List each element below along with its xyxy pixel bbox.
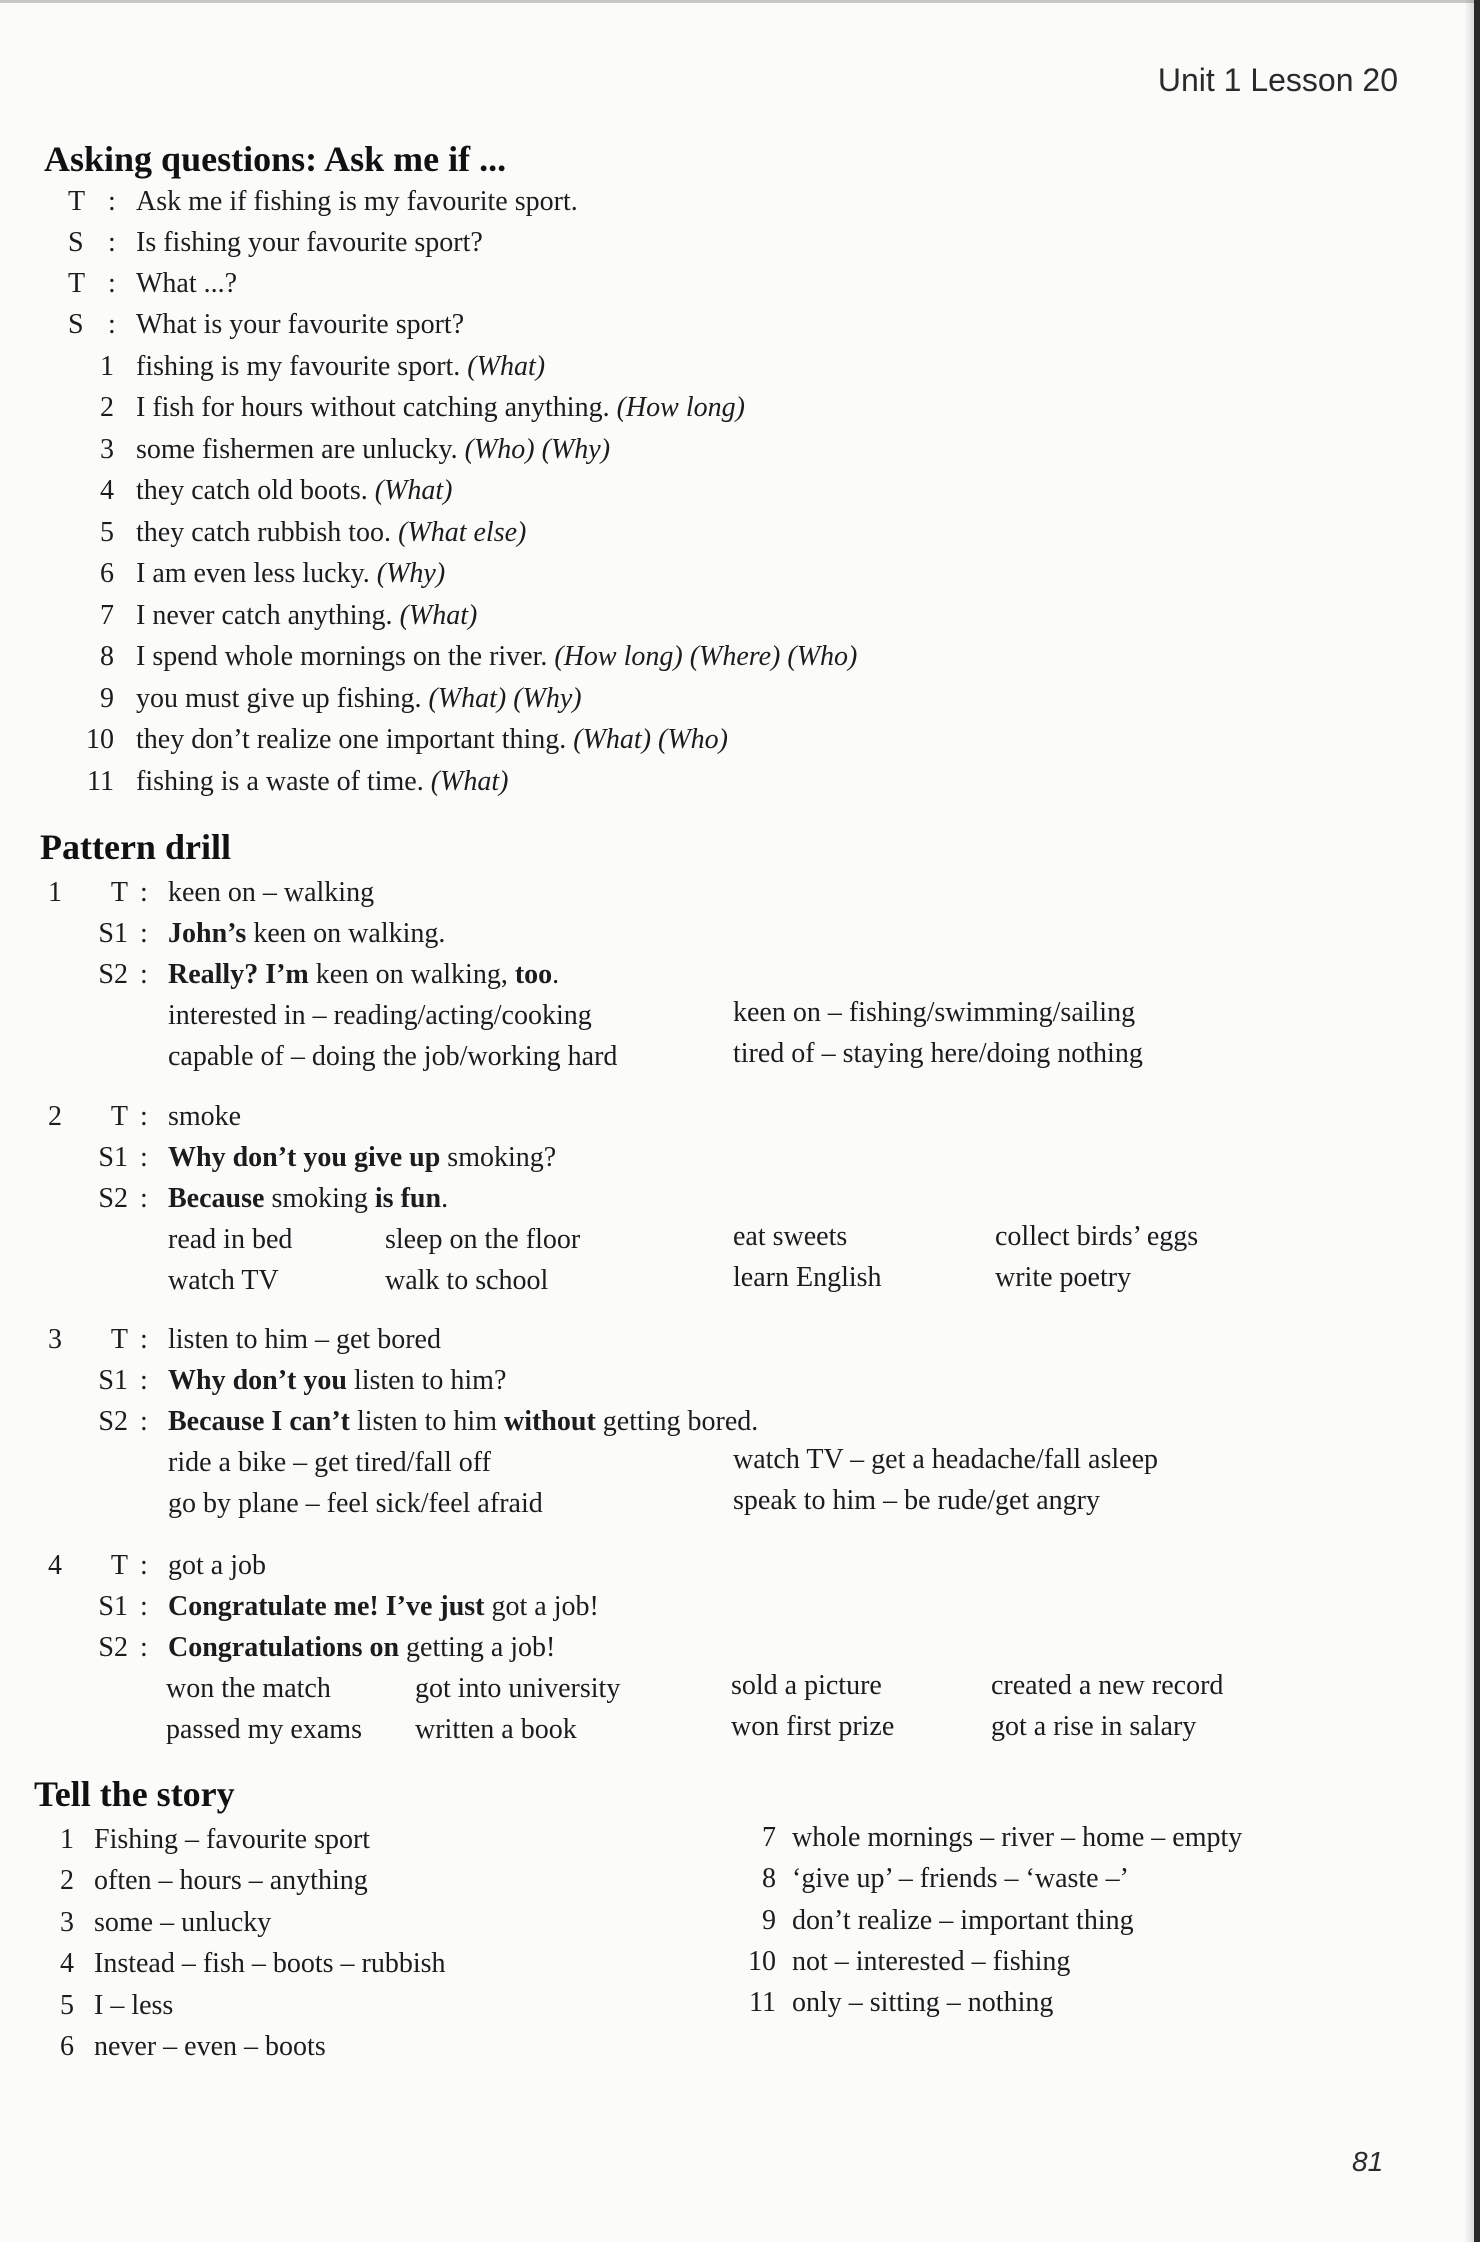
item-text: fishing is my favourite sport. [136, 351, 461, 382]
drill-example: watch TV [168, 1265, 279, 1296]
item-cues: (What) (Why) [428, 683, 582, 714]
story-text: Instead – fish – boots – rubbish [94, 1948, 446, 1979]
drill-number: 2 [48, 1101, 62, 1132]
drill-example: ride a bike – get tired/fall off [168, 1447, 491, 1478]
drill-example: created a new record [991, 1670, 1224, 1701]
item-cues: (What) [430, 766, 509, 797]
item-number: 7 [100, 600, 114, 631]
bold-phrase: Because [168, 1183, 265, 1214]
speaker-role: T [68, 186, 86, 217]
role-colon: : [140, 1142, 148, 1173]
section-title-pattern-drill: Pattern drill [40, 827, 231, 867]
role-colon: : [140, 959, 148, 990]
speaker-role: S1 [98, 1142, 128, 1173]
story-text: only – sitting – nothing [792, 1987, 1054, 2018]
item-number: 9 [100, 683, 114, 714]
item-number: 1 [100, 351, 114, 382]
drill-example: keen on – fishing/swimming/sailing [733, 997, 1136, 1028]
item-number: 10 [86, 724, 114, 755]
item-text-wrap [136, 761, 509, 802]
item-text-wrap [136, 470, 453, 511]
drill-student2-line [0, 1627, 1400, 1668]
item-cues: (What) [374, 475, 453, 506]
drill-number: 4 [48, 1550, 62, 1581]
dialogue-line [0, 181, 1400, 222]
page-number: 81 [1352, 2146, 1384, 2177]
role-colon: : [108, 227, 116, 258]
drill-example: interested in – reading/acting/cooking [168, 1000, 592, 1031]
question-item [0, 470, 1400, 511]
question-item [0, 512, 1400, 553]
role-colon: : [140, 1406, 148, 1437]
drill-example: eat sweets [733, 1221, 848, 1252]
story-text: Fishing – favourite sport [94, 1824, 371, 1855]
plain-phrase: smoking? [440, 1142, 557, 1173]
drill-response [168, 1137, 556, 1178]
question-item [0, 719, 1400, 760]
story-item [0, 1817, 1400, 1858]
story-number: 8 [762, 1863, 776, 1894]
drill-response [168, 954, 559, 995]
drill-example: read in bed [168, 1224, 293, 1255]
item-cues: (What else) [398, 517, 527, 548]
drill-teacher-line [0, 1319, 1400, 1360]
item-number: 8 [100, 641, 114, 672]
story-text: not – interested – fishing [792, 1946, 1071, 1977]
question-item [0, 595, 1400, 636]
role-colon: : [140, 1591, 148, 1622]
dialogue-text: Is fishing your favourite sport? [136, 227, 483, 258]
item-text: I fish for hours without catching anything. [136, 392, 610, 423]
drill-example: written a book [415, 1714, 577, 1745]
item-number: 6 [100, 558, 114, 589]
story-number: 7 [762, 1822, 776, 1853]
drill-response [168, 1586, 599, 1627]
item-text-wrap [136, 636, 857, 677]
drill-response [168, 1360, 506, 1401]
drill-number: 3 [48, 1324, 62, 1355]
drill-response [168, 1401, 758, 1442]
item-number: 11 [87, 766, 114, 797]
drill-cue: listen to him – get bored [168, 1324, 441, 1355]
bold-phrase: Congratulate me! I’ve just [168, 1591, 485, 1622]
speaker-role: T [110, 1101, 128, 1132]
bold-phrase: is fun [374, 1183, 442, 1214]
role-colon: : [140, 918, 148, 949]
speaker-role: T [68, 268, 86, 299]
plain-phrase: keen on walking, [308, 959, 515, 990]
question-item [0, 553, 1400, 594]
unit-lesson-header: Unit 1 Lesson 20 [1157, 62, 1398, 98]
bold-phrase: without [503, 1406, 596, 1437]
item-text: they don’t realize one important thing. [136, 724, 567, 755]
drill-response [168, 913, 445, 954]
question-item [0, 761, 1400, 802]
story-text: often – hours – anything [94, 1865, 368, 1896]
question-item [0, 387, 1400, 428]
section-title-asking-questions: Asking questions: Ask me if ... [44, 139, 507, 179]
drill-example: tired of – staying here/doing nothing [733, 1038, 1143, 1069]
role-colon: : [140, 877, 148, 908]
role-colon: : [140, 1183, 148, 1214]
question-item [0, 346, 1400, 387]
dialogue-line [0, 222, 1400, 263]
drill-student2-line [0, 954, 1400, 995]
story-text: whole mornings – river – home – empty [792, 1822, 1243, 1853]
drill-example: capable of – doing the job/working hard [168, 1041, 618, 1072]
story-item [0, 1858, 1400, 1899]
question-item [0, 429, 1400, 470]
item-text-wrap [136, 595, 477, 636]
plain-phrase: listen to him? [346, 1365, 507, 1396]
role-colon: : [108, 309, 116, 340]
item-cues: (What) [467, 351, 546, 382]
item-text: I am even less lucky. [136, 558, 370, 589]
bold-phrase: Why don’t you give up [168, 1142, 441, 1173]
drill-example: watch TV – get a headache/fall asleep [733, 1444, 1158, 1475]
plain-phrase: . [552, 959, 560, 990]
role-colon: : [140, 1365, 148, 1396]
drill-example: won first prize [731, 1711, 895, 1742]
item-cues: (What) [399, 600, 478, 631]
plain-phrase: getting a job! [399, 1632, 556, 1663]
drill-example: got into university [415, 1673, 621, 1704]
item-cues: (How long) (Where) (Who) [554, 641, 858, 672]
story-text: some – unlucky [94, 1907, 272, 1938]
drill-example: go by plane – feel sick/feel afraid [168, 1488, 543, 1519]
story-item [0, 1982, 1400, 2023]
speaker-role: T [110, 1550, 128, 1581]
role-colon: : [108, 268, 116, 299]
speaker-role: S1 [98, 918, 128, 949]
drill-response [168, 1178, 448, 1219]
plain-phrase: listen to him [349, 1406, 504, 1437]
drill-teacher-line [0, 1096, 1400, 1137]
drill-cue: got a job [168, 1550, 266, 1581]
drill-example: speak to him – be rude/get angry [733, 1485, 1101, 1516]
story-number: 4 [60, 1948, 74, 1979]
story-number: 2 [60, 1865, 74, 1896]
drill-example: walk to school [385, 1265, 549, 1296]
item-text-wrap [136, 719, 728, 760]
dialogue-text: What ...? [136, 268, 238, 299]
bold-phrase: Because I can’t [168, 1406, 350, 1437]
speaker-role: S [68, 227, 84, 258]
role-colon: : [140, 1632, 148, 1663]
drill-example: learn English [733, 1262, 882, 1293]
drill-cue: keen on – walking [168, 877, 375, 908]
item-text-wrap [136, 346, 545, 387]
role-colon: : [140, 1101, 148, 1132]
story-item [0, 2026, 700, 2067]
plain-phrase: . [441, 1183, 449, 1214]
drill-number: 1 [48, 877, 62, 908]
question-item [0, 636, 1400, 677]
plain-phrase: smoking [264, 1183, 375, 1214]
item-text: some fishermen are unlucky. [136, 434, 458, 465]
drill-teacher-line [0, 872, 1400, 913]
item-text-wrap [136, 678, 582, 719]
item-text: they catch old boots. [136, 475, 368, 506]
story-text: ‘give up’ – friends – ‘waste –’ [792, 1863, 1129, 1894]
item-cues: (What) (Who) [573, 724, 728, 755]
story-number: 6 [60, 2031, 74, 2062]
drill-student1-line [0, 1586, 1400, 1627]
drill-student2-line [0, 1178, 1400, 1219]
page-top-edge [0, 0, 1480, 3]
role-colon: : [108, 186, 116, 217]
bold-phrase: Why don’t you [168, 1365, 347, 1396]
drill-example: sold a picture [731, 1670, 882, 1701]
dialogue-line [0, 304, 1400, 345]
plain-phrase: got a job! [484, 1591, 599, 1622]
drill-student2-line [0, 1401, 1400, 1442]
drill-student1-line [0, 1360, 1400, 1401]
question-item [0, 678, 1400, 719]
plain-phrase: keen on walking. [246, 918, 446, 949]
page-binding-edge [1474, 0, 1480, 2242]
story-number: 1 [60, 1824, 74, 1855]
page-binding-shadow [1464, 0, 1474, 2242]
story-item [0, 1941, 1400, 1982]
item-text-wrap [136, 512, 526, 553]
bold-phrase: too [514, 959, 553, 990]
story-number: 11 [749, 1987, 776, 2018]
speaker-role: S2 [98, 1406, 128, 1437]
item-number: 4 [100, 475, 114, 506]
drill-example: sleep on the floor [385, 1224, 581, 1255]
section-title-tell-the-story: Tell the story [34, 1774, 235, 1814]
role-colon: : [140, 1550, 148, 1581]
speaker-role: S2 [98, 959, 128, 990]
story-number: 9 [762, 1905, 776, 1936]
speaker-role: T [110, 1324, 128, 1355]
item-number: 3 [100, 434, 114, 465]
item-text: fishing is a waste of time. [136, 766, 424, 797]
dialogue-line [0, 263, 1400, 304]
dialogue-text: Ask me if fishing is my favourite sport. [136, 186, 578, 217]
item-cues: (Who) (Why) [464, 434, 611, 465]
speaker-role: S2 [98, 1183, 128, 1214]
item-number: 2 [100, 392, 114, 423]
bold-phrase: John’s [168, 918, 247, 949]
speaker-role: S1 [98, 1591, 128, 1622]
drill-example: collect birds’ eggs [995, 1221, 1199, 1252]
story-item [0, 1900, 1400, 1941]
speaker-role: S [68, 309, 84, 340]
story-number: 3 [60, 1907, 74, 1938]
drill-example: won the match [166, 1673, 331, 1704]
item-text-wrap [136, 553, 445, 594]
drill-example: write poetry [995, 1262, 1132, 1293]
drill-teacher-line [0, 1545, 1400, 1586]
role-colon: : [140, 1324, 148, 1355]
speaker-role: T [110, 877, 128, 908]
story-text: never – even – boots [94, 2031, 326, 2062]
drill-example: got a rise in salary [991, 1711, 1197, 1742]
drill-cue: smoke [168, 1101, 242, 1132]
drill-response [168, 1627, 555, 1668]
drill-student1-line [0, 913, 1400, 954]
drill-example: passed my exams [166, 1714, 362, 1745]
item-cues: (Why) [376, 558, 446, 589]
item-text: you must give up fishing. [136, 683, 422, 714]
item-text-wrap [136, 387, 745, 428]
item-text: they catch rubbish too. [136, 517, 392, 548]
story-text: I – less [94, 1990, 174, 2021]
bold-phrase: Congratulations on [168, 1632, 400, 1663]
speaker-role: S1 [98, 1365, 128, 1396]
story-number: 10 [748, 1946, 776, 1977]
story-text: don’t realize – important thing [792, 1905, 1134, 1936]
item-text: I never catch anything. [136, 600, 393, 631]
item-text-wrap [136, 429, 610, 470]
dialogue-text: What is your favourite sport? [136, 309, 465, 340]
item-cues: (How long) [616, 392, 745, 423]
plain-phrase: getting bored. [595, 1406, 759, 1437]
bold-phrase: Really? I’m [168, 959, 309, 990]
story-number: 5 [60, 1990, 74, 2021]
speaker-role: S2 [98, 1632, 128, 1663]
item-text: I spend whole mornings on the river. [136, 641, 548, 672]
item-number: 5 [100, 517, 114, 548]
drill-student1-line [0, 1137, 1400, 1178]
